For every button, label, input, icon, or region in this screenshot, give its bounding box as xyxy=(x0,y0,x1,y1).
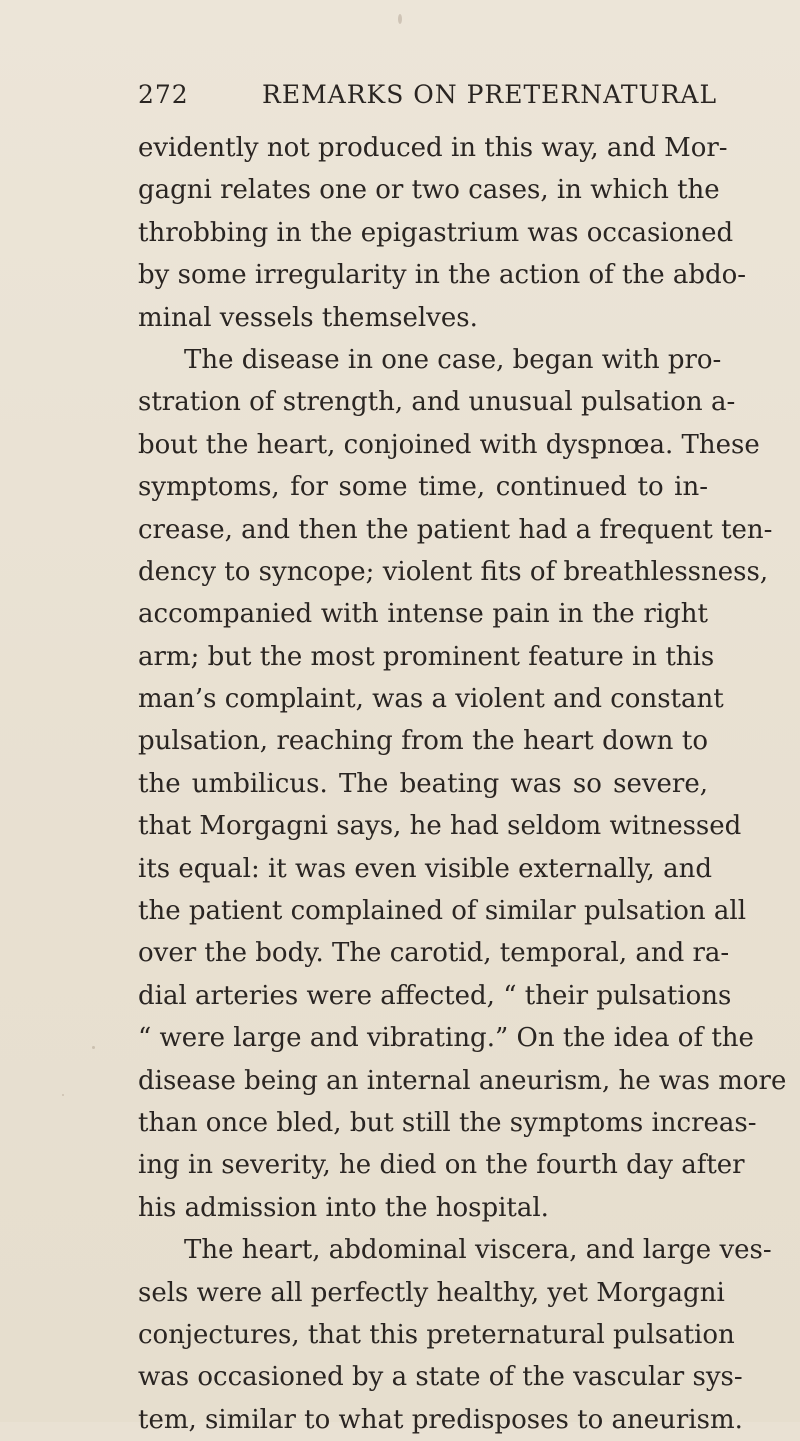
text-line: was occasioned by a state of the vascular sys- xyxy=(138,1362,743,1393)
text-line: disease being an internal aneurism, he was more xyxy=(138,1065,787,1096)
text-line: the patient complained of similar pulsation all xyxy=(138,896,747,927)
text-line: his admission into the hospital. xyxy=(138,1192,549,1223)
text-line: tem, similar to what predisposes to aneurism. xyxy=(138,1404,743,1435)
text-line: accompanied with intense pain in the right xyxy=(138,599,708,630)
text-line: crease, and then the patient had a frequent ten- xyxy=(138,514,773,545)
text-line: its equal: it was even visible externally, and xyxy=(138,853,712,884)
paper-speck xyxy=(92,1046,95,1049)
text-line: pulsation, reaching from the heart down to xyxy=(138,726,708,757)
page-number: 272 xyxy=(138,80,189,109)
paragraph-start-line: The heart, abdominal viscera, and large ves- xyxy=(184,1235,772,1266)
text-line: that Morgagni says, he had seldom witnessed xyxy=(138,811,742,842)
text-line: by some irregularity in the action of the abdo- xyxy=(138,260,747,291)
paragraph-start-line: The disease in one case, began with pro- xyxy=(184,344,722,375)
paper-speck xyxy=(62,1094,64,1096)
body-text xyxy=(138,127,787,1441)
text-line: man’s complaint, was a violent and constant xyxy=(138,684,724,715)
text-line: the umbilicus. The beating was so severe, xyxy=(138,768,708,799)
text-line: minal vessels themselves. xyxy=(138,302,478,333)
text-line: conjectures, that this preternatural pulsation xyxy=(138,1319,735,1350)
text-line: ing in severity, he died on the fourth day after xyxy=(138,1150,745,1181)
text-line: gagni relates one or two cases, in which the xyxy=(138,175,720,206)
text-line: stration of strength, and unusual pulsation a- xyxy=(138,387,736,418)
page-header xyxy=(138,80,718,120)
text-line: evidently not produced in this way, and Mor- xyxy=(138,133,728,163)
text-line: symptoms, for some time, continued to in- xyxy=(138,472,708,503)
text-line: bout the heart, conjoined with dyspnœa. These xyxy=(138,429,760,460)
text-line: dency to syncope; violent fits of breathlessness, xyxy=(138,556,769,587)
text-line: dial arteries were affected, “ their pulsations xyxy=(138,980,732,1011)
text-line: “ were large and vibrating.” On the idea of the xyxy=(138,1023,754,1054)
text-line: arm; but the most prominent feature in this xyxy=(138,641,715,672)
text-line: sels were all perfectly healthy, yet Morgagni xyxy=(138,1277,725,1308)
running-title: REMARKS ON PRETERNATURAL xyxy=(262,80,718,109)
text-line: than once bled, but still the symptoms increas- xyxy=(138,1107,757,1138)
text-line: throbbing in the epigastrium was occasioned xyxy=(138,217,734,248)
text-line: over the body. The carotid, temporal, and ra- xyxy=(138,938,730,969)
paper-speck xyxy=(398,14,402,24)
